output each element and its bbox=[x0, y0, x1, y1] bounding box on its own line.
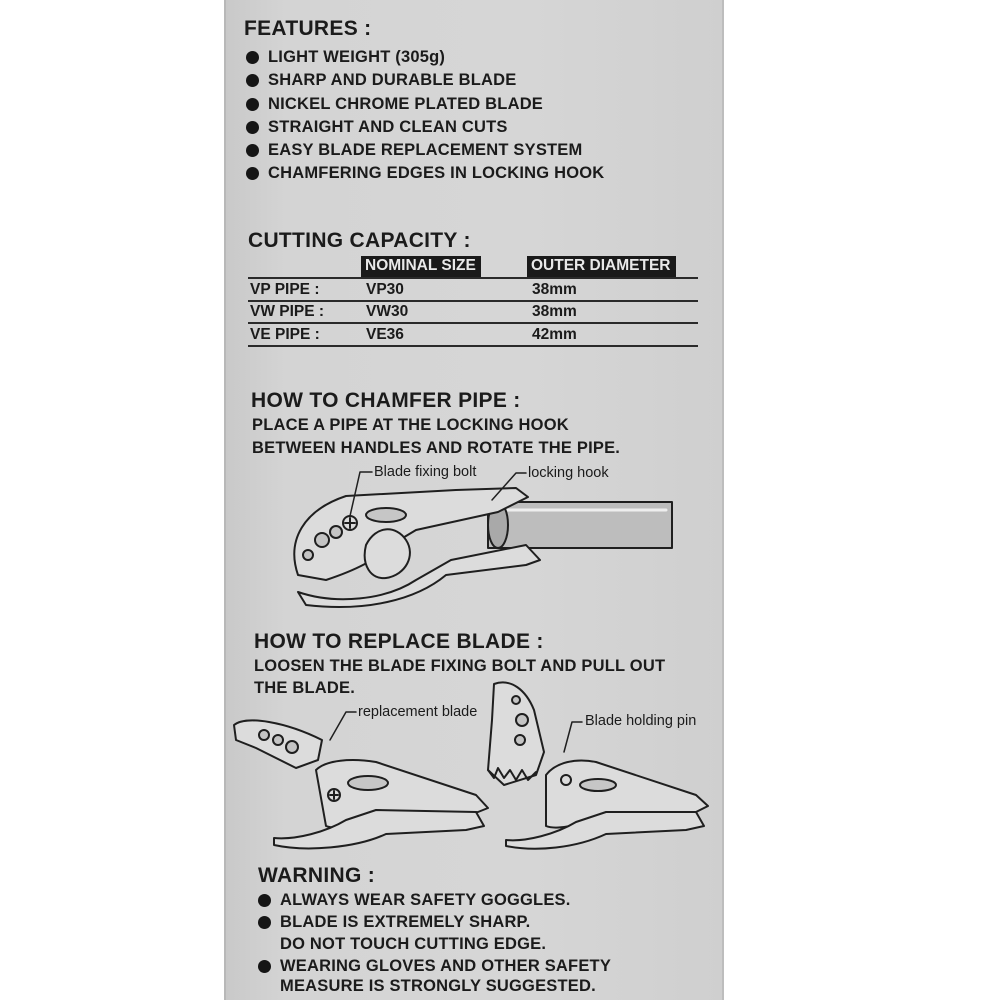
outer-diameter-cell: 38mm bbox=[532, 303, 577, 320]
replace-title: HOW TO REPLACE BLADE : bbox=[254, 630, 544, 653]
nominal-size-cell: VW30 bbox=[366, 303, 409, 320]
blade-holding-pin-illustration bbox=[488, 682, 708, 848]
replacement-blade-illustration bbox=[234, 712, 488, 848]
nominal-size-cell: VE36 bbox=[366, 326, 404, 343]
cutting-capacity-title: CUTTING CAPACITY : bbox=[248, 229, 471, 252]
pipe-cutter-chamfer-illustration bbox=[294, 472, 672, 607]
blade-holding-pin-label: Blade holding pin bbox=[585, 713, 697, 729]
chamfer-title: HOW TO CHAMFER PIPE : bbox=[251, 389, 521, 412]
pipe-type-cell: VW PIPE : bbox=[250, 303, 325, 320]
illustrations bbox=[226, 0, 726, 1000]
chamfer-instruction: BETWEEN HANDLES AND ROTATE THE PIPE. bbox=[252, 439, 621, 457]
feature-item: EASY BLADE REPLACEMENT SYSTEM bbox=[246, 141, 582, 160]
warning-title: WARNING : bbox=[258, 864, 376, 887]
outer-diameter-cell: 38mm bbox=[532, 281, 577, 298]
locking-hook-label: locking hook bbox=[528, 465, 609, 481]
warning-item: BLADE IS EXTREMELY SHARP. bbox=[258, 913, 530, 932]
blade-holding-pin-icon bbox=[561, 775, 571, 785]
feature-item: STRAIGHT AND CLEAN CUTS bbox=[246, 118, 508, 137]
outer-diameter-cell: 42mm bbox=[532, 326, 577, 343]
feature-item: LIGHT WEIGHT (305g) bbox=[246, 48, 445, 67]
warning-item-continuation: DO NOT TOUCH CUTTING EDGE. bbox=[280, 935, 547, 953]
pipe-type-cell: VE PIPE : bbox=[250, 326, 320, 343]
warning-item: ALWAYS WEAR SAFETY GOGGLES. bbox=[258, 891, 571, 910]
replace-instruction: LOOSEN THE BLADE FIXING BOLT AND PULL OUT bbox=[254, 657, 666, 675]
blade-fixing-bolt-label: Blade fixing bolt bbox=[374, 464, 477, 480]
nominal-size-cell: VP30 bbox=[366, 281, 404, 298]
instruction-card bbox=[224, 0, 724, 1000]
feature-item: CHAMFERING EDGES IN LOCKING HOOK bbox=[246, 164, 604, 183]
replace-instruction: THE BLADE. bbox=[254, 679, 355, 697]
pipe-type-cell: VP PIPE : bbox=[250, 281, 320, 298]
features-title: FEATURES : bbox=[244, 17, 372, 40]
nominal-size-header: NOMINAL SIZE bbox=[361, 256, 481, 277]
replacement-blade-label: replacement blade bbox=[358, 704, 478, 720]
outer-diameter-header: OUTER DIAMETER bbox=[527, 256, 676, 277]
warning-item: WEARING GLOVES AND OTHER SAFETY bbox=[258, 957, 611, 976]
feature-item: SHARP AND DURABLE BLADE bbox=[246, 71, 516, 90]
chamfer-instruction: PLACE A PIPE AT THE LOCKING HOOK bbox=[252, 416, 569, 434]
feature-item: NICKEL CHROME PLATED BLADE bbox=[246, 95, 543, 114]
warning-item-continuation: MEASURE IS STRONGLY SUGGESTED. bbox=[280, 977, 596, 995]
